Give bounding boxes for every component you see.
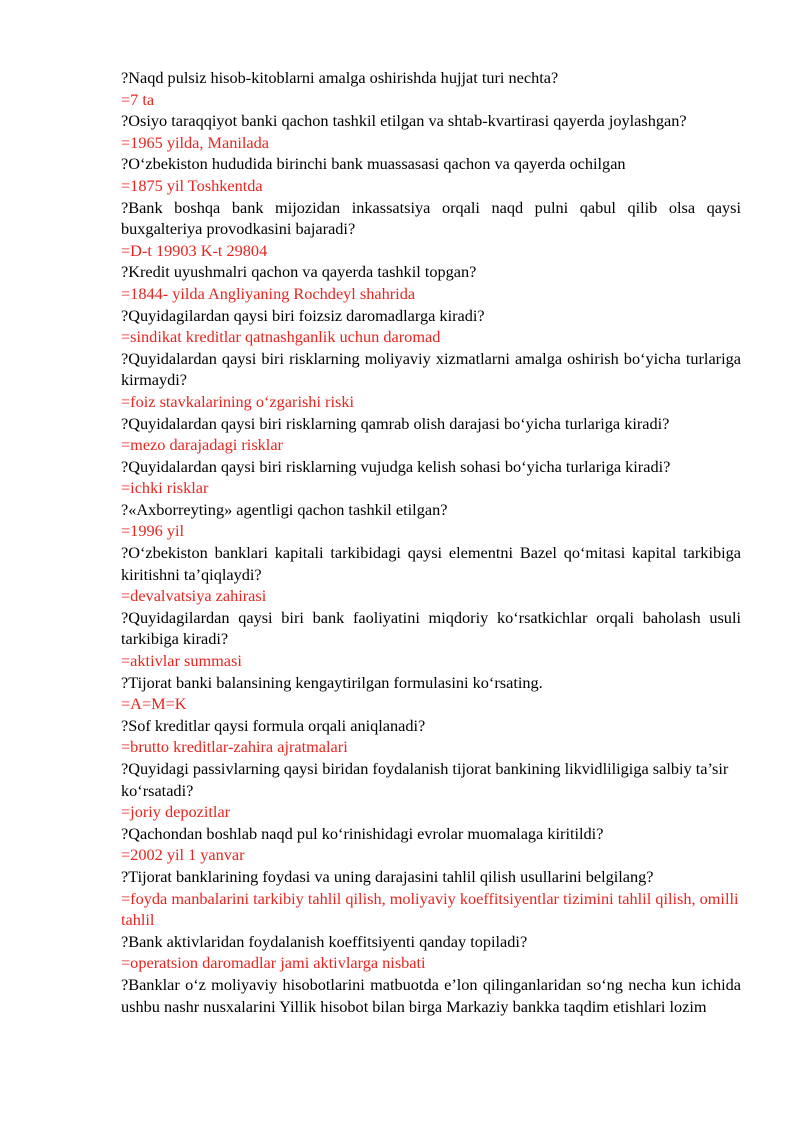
question-15: ?Quyidagi passivlarning qaysi biridan foydalanish tijorat bankining likvidliligiga salbiy ta’sir ko‘rsatadi? (121, 759, 729, 800)
answer-18: =operatsion daromadlar jami aktivlarga nisbati (121, 953, 426, 973)
question-2: ?Osiyo taraqqiyot banki qachon tashkil etilgan va shtab-kvartirasi qayerda joylashgan? (121, 111, 687, 131)
question-7: ?Quyidalardan qaysi biri risklarning moliyaviy xizmatlarni amalga oshirish bo‘yicha turlariga kirmaydi? (121, 348, 741, 390)
answer-13: =A=M=K (121, 694, 187, 714)
question-12: ?Quyidagilardan qaysi biri bank faoliyatini miqdoriy ko‘rsatkichlar orqali baholash usuli tarkibiga kiradi? (121, 607, 741, 649)
question-1: ?Naqd pulsiz hisob-kitoblarni amalga oshirishda hujjat turi nechta? (121, 68, 559, 87)
question-19: ?Banklar o‘z moliyaviy hisobotlarini matbuotda e’lon qilinganlaridan so‘ng necha kun ichida ushbu nashr nusxalarini Yillik hisobot bilan birga Markaziy bankka taqdim etishlari lozim (121, 974, 741, 1016)
question-5: ?Kredit uyushmalri qachon va qayerda tashkil topgan? (121, 262, 477, 282)
question-14: ?Sof kreditlar qaysi formula orqali aniqlanadi? (121, 715, 426, 735)
question-18: ?Bank aktivlaridan foydalanish koeffitsiyenti qanday topiladi? (121, 931, 528, 951)
answer-8: =mezo darajadagi risklar (121, 435, 283, 455)
answer-6: =sindikat kreditlar qatnashganlik uchun daromad (121, 327, 441, 347)
answer-7: =foiz stavkalarining o‘zgarishi riski (121, 391, 354, 411)
question-13: ?Tijorat banki balansining kengaytirilgan formulasini ko‘rsating. (121, 672, 543, 692)
answer-17: =foyda manbalarini tarkibiy tahlil qilish, moliyaviy koeffitsiyentlar tizimini tahlil qilish, omilli tahlil (121, 888, 739, 930)
answer-4: =D-t 19903 K-t 29804 (121, 240, 268, 260)
question-10: ?«Axborreyting» agentligi qachon tashkil etilgan? (121, 499, 448, 519)
question-6: ?Quyidagilardan qaysi biri foizsiz daromadlarga kiradi? (121, 305, 485, 325)
document-page (121, 67, 741, 1017)
question-16: ?Qachondan boshlab naqd pul ko‘rinishidagi evrolar muomalaga kiritildi? (121, 823, 604, 843)
answer-5: =1844- yilda Angliyaning Rochdeyl shahrida (121, 283, 416, 303)
answer-3: =1875 yil Toshkentda (121, 175, 263, 195)
answer-16: =2002 yil 1 yanvar (121, 845, 245, 865)
answer-12: =aktivlar summasi (121, 651, 242, 671)
answer-10: =1996 yil (121, 521, 185, 541)
answer-9: =ichki risklar (121, 478, 209, 498)
question-3: ?O‘zbekiston hududida birinchi bank muassasasi qachon va qayerda ochilgan (121, 154, 626, 174)
answer-11: =devalvatsiya zahirasi (121, 586, 267, 606)
question-4: ?Bank boshqa bank mijozidan inkassatsiya orqali naqd pulni qabul qilib olsa qaysi buxgalteriya provodkasini bajaradi? (121, 197, 741, 239)
question-17: ?Tijorat banklarining foydasi va uning darajasini tahlil qilish usullarini belgilang? (121, 866, 654, 886)
question-8: ?Quyidalardan qaysi biri risklarning qamrab olish darajasi bo‘yicha turlariga kiradi? (121, 413, 670, 433)
question-11: ?O‘zbekiston banklari kapitali tarkibidagi qaysi elementni Bazel qo‘mitasi kapital tarkibiga kiritishni ta’qiqlaydi? (121, 543, 741, 584)
question-9: ?Quyidalardan qaysi biri risklarning vujudga kelish sohasi bo‘yicha turlariga kiradi? (121, 456, 671, 476)
answer-1: =7 ta (121, 89, 155, 109)
answer-2: =1965 yilda, Manilada (121, 132, 269, 152)
answer-14: =brutto kreditlar-zahira ajratmalari (121, 737, 348, 757)
answer-15: =joriy depozitlar (121, 802, 231, 822)
